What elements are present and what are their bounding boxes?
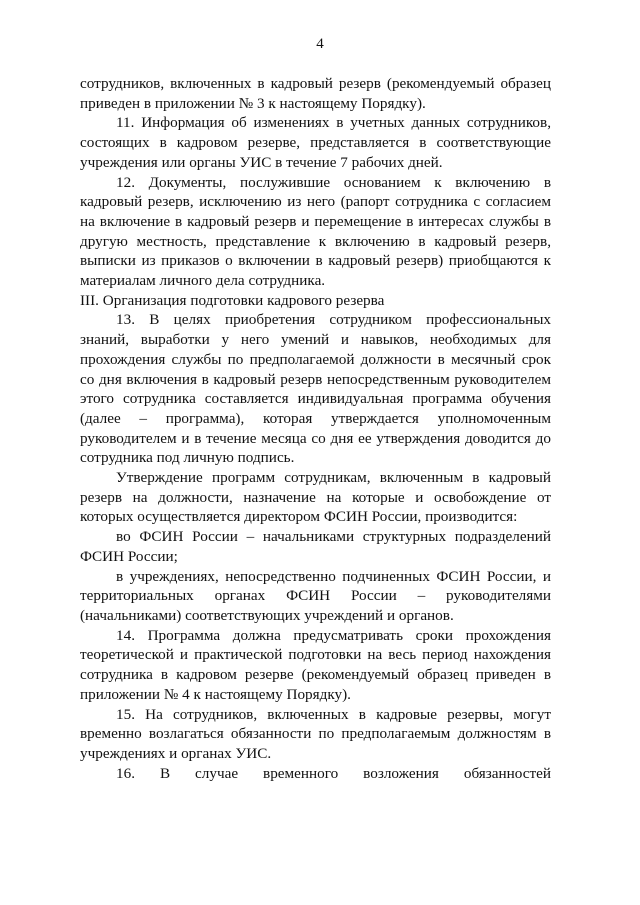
paragraph-continuation: сотрудников, включенных в кадровый резерв (рекомендуемый образец приведен в приложении № 3 к настоящему Порядку). [80, 75, 551, 112]
paragraph-fsin: во ФСИН России – начальниками структурных подразделений ФСИН России; [80, 528, 551, 565]
page-number: 4 [316, 36, 324, 52]
paragraph-16-start: 16. В случае временного возложения обязанностей [116, 764, 551, 782]
paragraph-14: 14. Программа должна предусматривать сроки прохождения теоретической и практической подготовки на весь период нахождения сотрудника в кадровом резерве (рекомендуемый образец приведен в приложении № 4 к настоящему Порядку). [80, 626, 551, 703]
section-heading: III. Организация подготовки кадрового резерва [80, 291, 385, 309]
paragraph-11: 11. Информация об изменениях в учетных данных сотрудников, состоящих в кадровом резерве, представляется в соответствующие учреждения или органы УИС в течение 7 рабочих дней. [80, 114, 551, 171]
paragraph-approval: Утверждение программ сотрудникам, включенным в кадровый резерв на должности, назначение на которые и освобождение от которых осуществляется директором ФСИН России, производится: [80, 469, 551, 526]
paragraph-15: 15. На сотрудников, включенных в кадровые резервы, могут временно возлагаться обязанности по предполагаемым должностям в учреждениях и органах УИС. [80, 705, 551, 762]
paragraph-12: 12. Документы, послужившие основанием к включению в кадровый резерв, исключению из него (рапорт сотрудника с согласием на включение в кадровый резерв и перемещение в интересах службы в другую местность, представление к включению в кадровый резерв, выписки из приказов о включении в кадровый резерв) приобщаются к материалам личного дела сотрудника. [80, 173, 551, 290]
paragraph-13: 13. В целях приобретения сотрудником профессиональных знаний, выработки у него умений и навыков, необходимых для прохождения службы по предполагаемой должности в месячный срок со дня включения в кадровый резерв непосредственным руководителем этого сотрудника составляется индивидуальная программа обучения (далее – программа), которая утверждается уполномоченным руководителем и в течение месяца со дня ее утверждения доводится до сотрудника под личную подпись. [80, 311, 551, 467]
paragraph-institutions: в учреждениях, непосредственно подчиненных ФСИН России, и территориальных органах ФСИН России – руководителями (начальниками) соответствующих учреждений и органов. [80, 567, 551, 624]
document-body [80, 74, 551, 783]
